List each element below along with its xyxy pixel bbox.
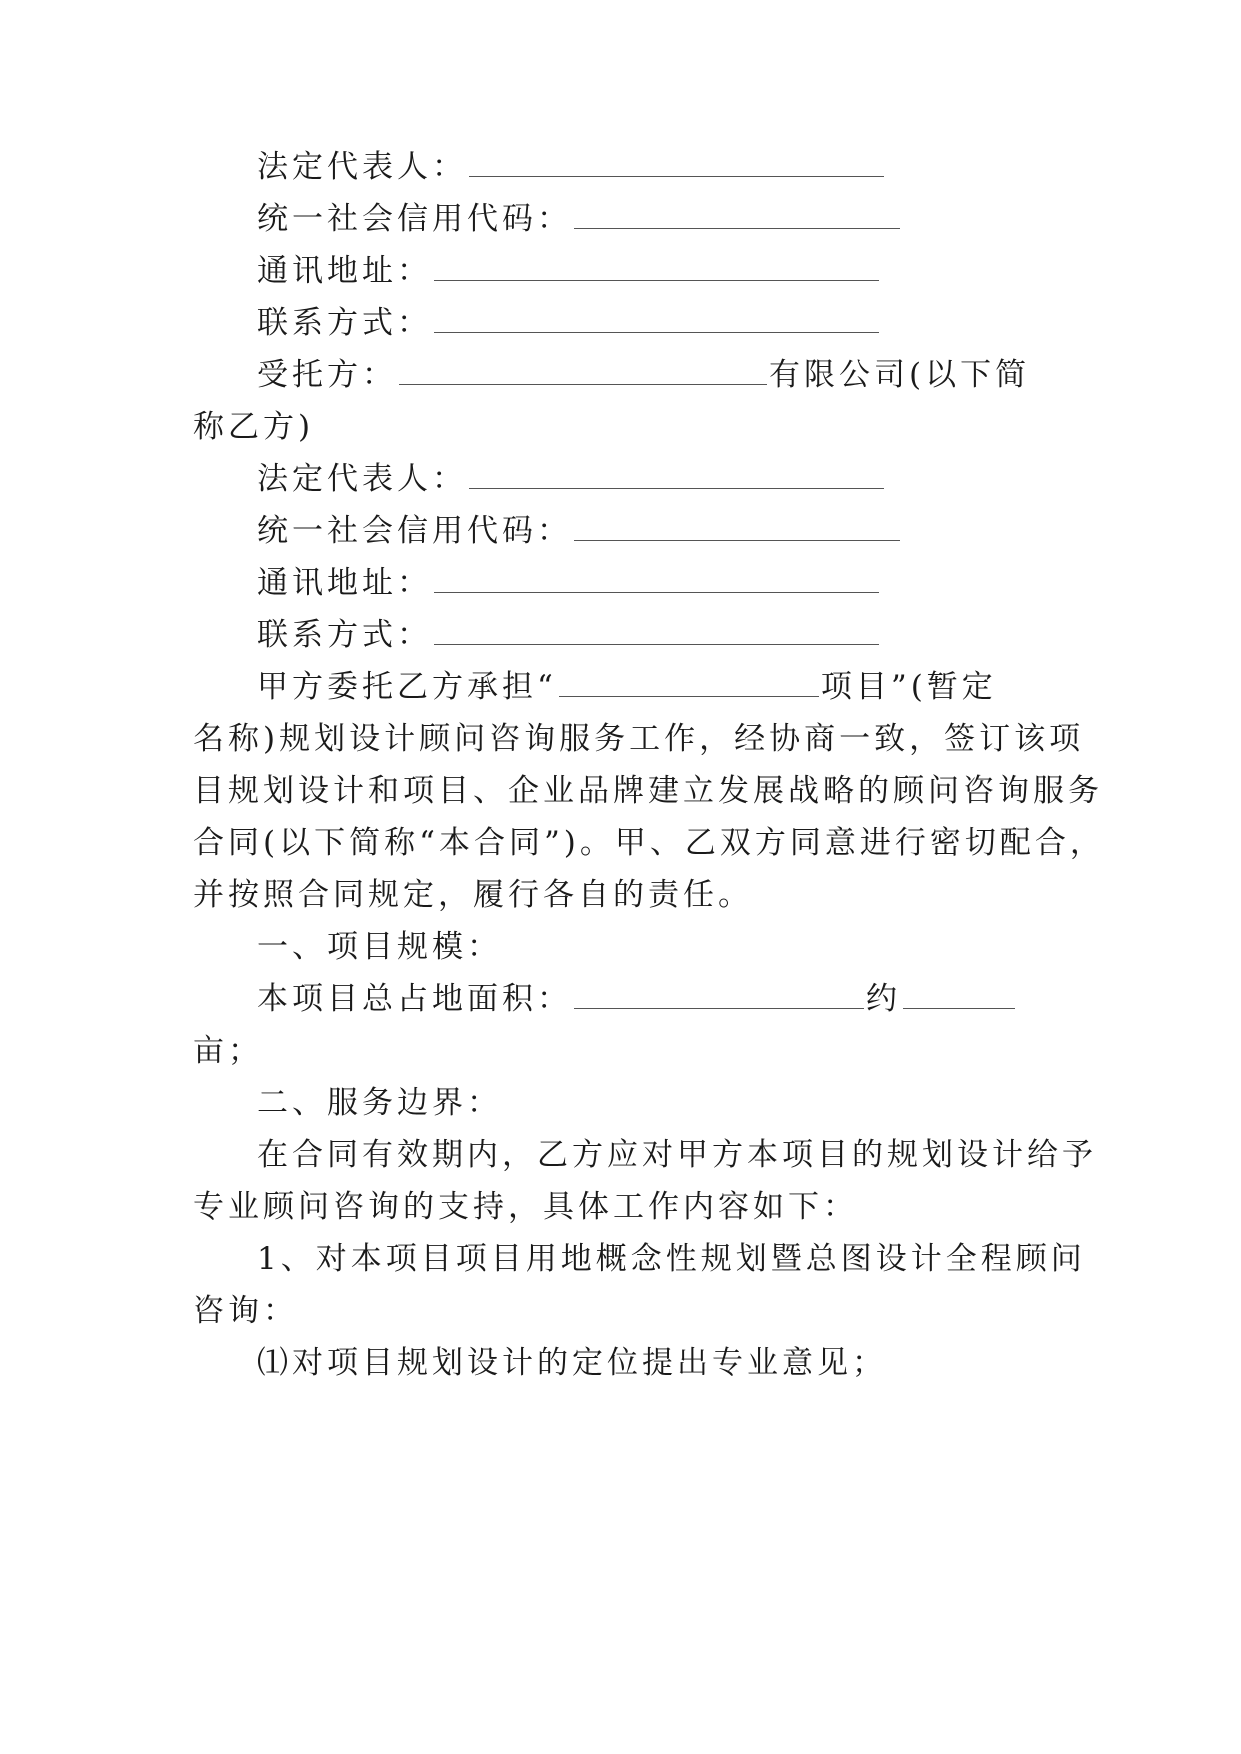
party-b-legal-rep-line <box>257 457 1117 501</box>
blank-line[interactable] <box>469 458 884 489</box>
party-b-label: 受托方： <box>257 357 397 393</box>
field-label: 联系方式： <box>257 617 432 653</box>
blank-line[interactable] <box>434 302 879 333</box>
intro-line-5: 并按照合同规定，履行各自的责任。 <box>193 877 753 913</box>
item-1-line-1: 1、对本项目项目用地概念性规划暨总图设计全程顾问 <box>257 1241 1086 1277</box>
blank-line[interactable] <box>574 198 900 229</box>
party-b-credit-code-line <box>257 509 1117 553</box>
blank-line[interactable] <box>434 250 879 281</box>
field-label: 统一社会信用代码： <box>257 513 572 549</box>
section-1-heading: 一、项目规模： <box>257 929 502 965</box>
section-2-para-line-2: 专业顾问咨询的支持，具体工作内容如下： <box>193 1189 858 1225</box>
field-label: 联系方式： <box>257 305 432 341</box>
party-a-address-line <box>257 249 1117 293</box>
project-name-blank[interactable] <box>559 666 819 697</box>
area-mu-blank[interactable] <box>903 978 1015 1009</box>
area-unit: 亩； <box>193 1033 263 1069</box>
field-label: 统一社会信用代码： <box>257 201 572 237</box>
party-b-line <box>257 353 1117 397</box>
section-2-para-line-1: 在合同有效期内，乙方应对甲方本项目的规划设计给予 <box>257 1137 1097 1173</box>
blank-line[interactable] <box>469 146 884 177</box>
intro-suffix: 项目”(暂定 <box>820 669 997 705</box>
party-a-contact-line <box>257 301 1117 345</box>
field-label: 法定代表人： <box>257 149 467 185</box>
intro-line-1 <box>257 665 1117 709</box>
party-a-credit-code-line <box>257 197 1117 241</box>
party-b-suffix: 有限公司(以下简 <box>769 357 1031 393</box>
item-1-line-2: 咨询： <box>193 1293 298 1329</box>
intro-line-3: 目规划设计和项目、企业品牌建立发展战略的顾问咨询服务 <box>193 773 1103 809</box>
area-blank[interactable] <box>574 978 864 1009</box>
field-label: 通讯地址： <box>257 253 432 289</box>
area-line <box>257 977 1117 1021</box>
intro-line-4: 合同(以下简称“本合同”)。甲、乙双方同意进行密切配合， <box>193 825 1105 861</box>
intro-line-2: 名称)规划设计顾问咨询服务工作，经协商一致，签订该项 <box>193 721 1085 757</box>
field-label: 通讯地址： <box>257 565 432 601</box>
party-b-contact-line <box>257 613 1117 657</box>
party-b-continuation: 称乙方) <box>193 409 315 445</box>
party-a-legal-rep-line <box>257 145 1117 189</box>
sub-item-1: ⑴对项目规划设计的定位提出专业意见； <box>257 1345 887 1381</box>
blank-line[interactable] <box>434 562 879 593</box>
blank-line[interactable] <box>434 614 879 645</box>
intro-prefix: 甲方委托乙方承担“ <box>257 669 557 705</box>
party-b-address-line <box>257 561 1117 605</box>
section-2-heading: 二、服务边界： <box>257 1085 502 1121</box>
area-mid: 约 <box>866 981 901 1017</box>
field-label: 法定代表人： <box>257 461 467 497</box>
area-label: 本项目总占地面积： <box>257 981 572 1017</box>
blank-line[interactable] <box>399 354 767 385</box>
blank-line[interactable] <box>574 510 900 541</box>
